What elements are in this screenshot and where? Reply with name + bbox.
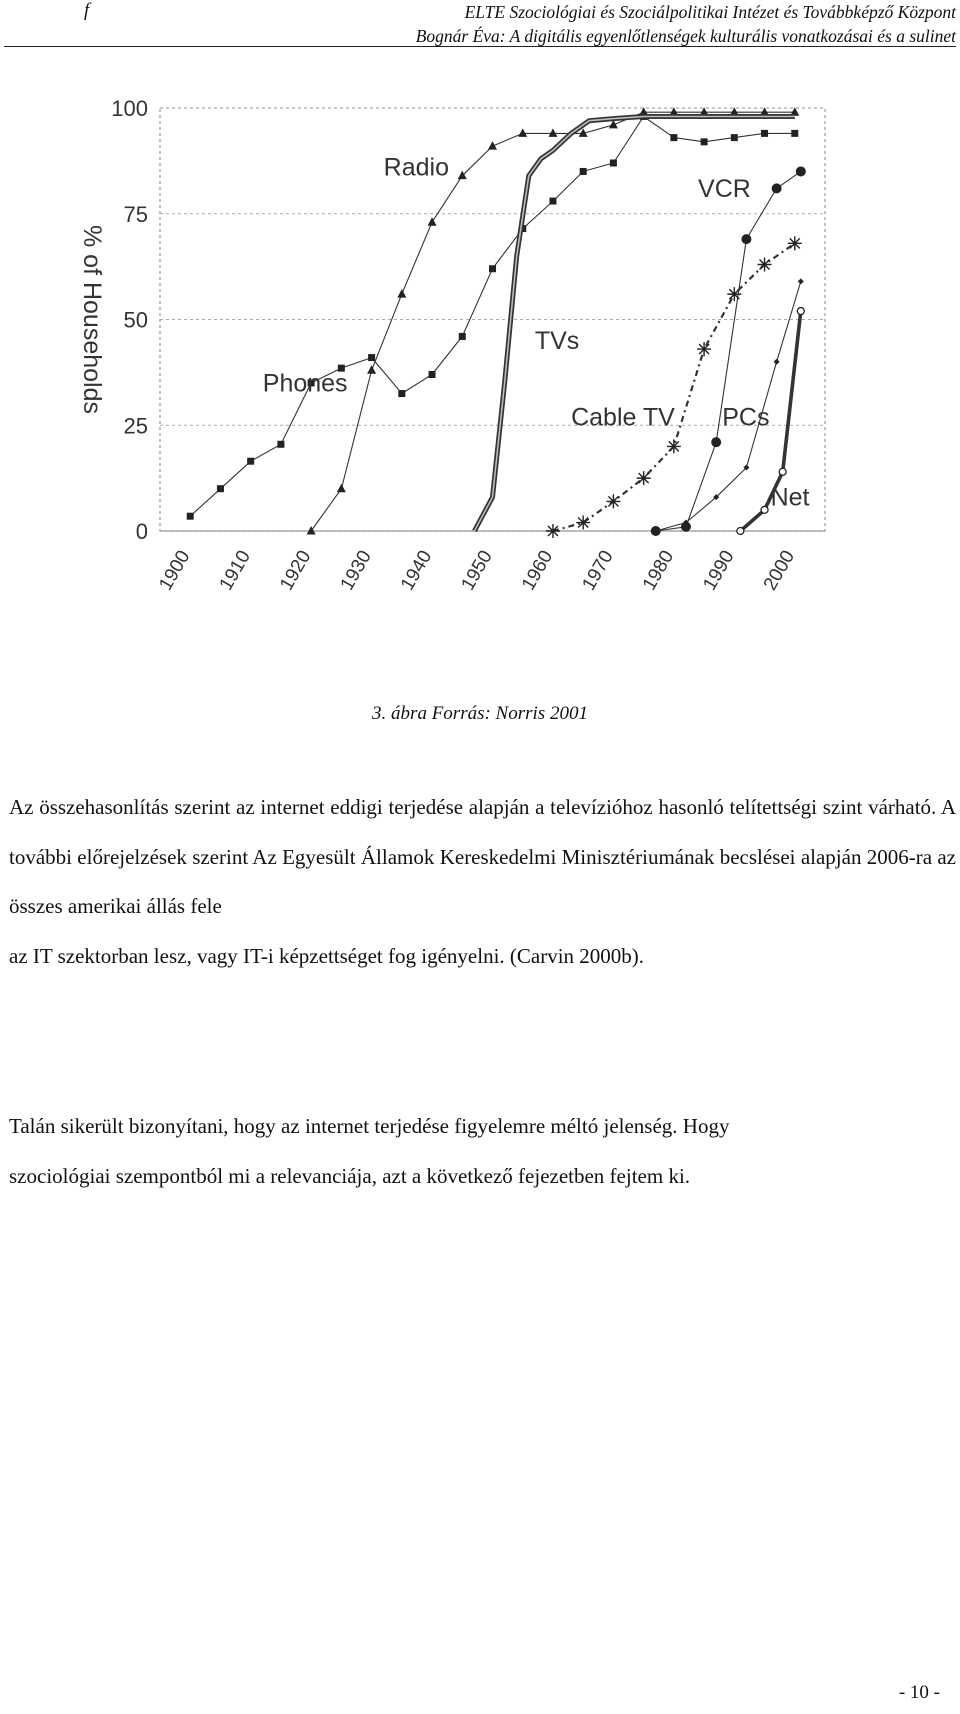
x-tick-label: 2000 <box>759 547 800 595</box>
data-point <box>518 128 527 137</box>
x-tick-label: 1960 <box>517 547 558 595</box>
data-point <box>459 333 466 340</box>
data-point <box>772 183 782 193</box>
star-stroke <box>758 258 772 272</box>
series-vcr <box>651 166 806 536</box>
header-line-1: ELTE Szociológiai és Szociálpolitikai Intézet és Továbbképző Központ <box>464 2 956 22</box>
header-rule <box>4 46 956 47</box>
data-point <box>798 278 804 284</box>
data-point <box>277 441 284 448</box>
data-point <box>397 289 406 298</box>
data-point <box>667 439 681 453</box>
paragraph-2 <box>9 1102 956 1201</box>
series-label: Cable TV <box>571 403 675 432</box>
data-point <box>779 468 786 475</box>
data-point <box>576 516 590 530</box>
star-stroke <box>576 516 590 530</box>
data-point <box>758 258 772 272</box>
x-tick-label: 1990 <box>699 547 739 595</box>
paragraph-1-line-1: Az összehasonlítás szerint az internet eddigi terjedése alapján a televízióhoz hasonló <box>9 795 724 819</box>
data-point <box>774 359 780 365</box>
data-point <box>761 506 768 513</box>
series-label: Net <box>770 483 810 512</box>
series-label: VCR <box>698 174 751 203</box>
x-tick-label: 1970 <box>578 547 618 595</box>
series-label: Phones <box>262 369 348 398</box>
data-point <box>796 166 806 176</box>
page-number: - 10 - <box>898 1682 940 1703</box>
star-stroke <box>546 524 560 538</box>
y-tick-label: 0 <box>135 519 148 544</box>
y-tick-label: 100 <box>111 96 148 121</box>
y-tick-label: 25 <box>123 413 148 439</box>
data-point <box>637 471 651 485</box>
household-adoption-chart <box>60 88 920 668</box>
paragraph-1-line-4: az IT szektorban lesz, vagy IT-i képzettséget fog igényelni. (Carvin 2000b). <box>9 943 645 968</box>
data-point <box>429 371 436 378</box>
paragraph-2-line-2: szociológiai szempontból mi a relevanciája, azt a következő fejezetben fejtem ki. <box>9 1163 691 1188</box>
data-point <box>546 524 560 538</box>
data-point <box>737 528 744 535</box>
x-tick-label: 1930 <box>336 547 376 595</box>
data-point <box>610 159 617 166</box>
figure-caption: 3. ábra Forrás: Norris 2001 <box>372 703 588 724</box>
data-point <box>549 198 556 205</box>
data-point <box>187 513 194 520</box>
data-point <box>761 130 768 137</box>
data-point <box>711 437 721 447</box>
data-point <box>580 168 587 175</box>
data-point <box>367 365 376 374</box>
header-mark: f <box>84 0 90 21</box>
data-point <box>548 128 557 137</box>
x-tick-label: 1900 <box>155 547 195 595</box>
star-stroke <box>606 494 620 508</box>
header-line-2: Bognár Éva: A digitális egyenlőtlenségek kulturális vonatkozásai és a sulinet <box>415 26 956 46</box>
running-header <box>416 0 956 48</box>
series-line <box>553 243 795 531</box>
star-stroke <box>697 342 711 356</box>
data-point <box>791 130 798 137</box>
paragraph-1-line-2: telítettségi szint várható. A további előrejelzések szerint Az Egyesült Államok <box>9 795 956 869</box>
data-point <box>731 134 738 141</box>
data-point <box>701 138 708 145</box>
series-cable-tv <box>546 236 802 538</box>
star-stroke <box>788 236 802 250</box>
star-stroke <box>637 471 651 485</box>
y-tick-label: 50 <box>123 307 148 333</box>
x-tick-label: 1980 <box>638 547 679 595</box>
data-point <box>368 354 375 361</box>
data-point <box>741 234 751 244</box>
data-point <box>247 458 254 465</box>
x-tick-label: 1910 <box>215 547 256 595</box>
data-point <box>797 308 804 315</box>
data-point <box>489 265 496 272</box>
data-point <box>788 236 802 250</box>
x-tick-label: 1950 <box>457 547 497 595</box>
data-point <box>217 485 224 492</box>
data-point <box>697 342 711 356</box>
y-axis-label: % of Households <box>78 224 106 415</box>
series-label: TVs <box>534 327 580 356</box>
series-label: Radio <box>383 153 450 182</box>
series-label: PCs <box>722 403 770 432</box>
x-tick-label: 1940 <box>397 547 437 595</box>
data-point <box>337 484 346 493</box>
paragraph-1 <box>9 783 956 981</box>
x-tick-label: 1920 <box>276 547 316 595</box>
data-point <box>606 494 620 508</box>
data-point <box>398 390 405 397</box>
data-point <box>428 217 437 226</box>
data-point <box>670 134 677 141</box>
series-radio <box>307 107 800 534</box>
y-tick-label: 75 <box>123 201 148 227</box>
star-stroke <box>667 439 681 453</box>
paragraph-1-line-3: Kereskedelmi Minisztériumának becslései alapján 2006-ra az összes amerikai állás fele <box>9 844 957 918</box>
paragraph-2-line-1: Talán sikerült bizonyítani, hogy az internet terjedése figyelemre méltó jelenség. Hogy <box>9 1114 730 1138</box>
